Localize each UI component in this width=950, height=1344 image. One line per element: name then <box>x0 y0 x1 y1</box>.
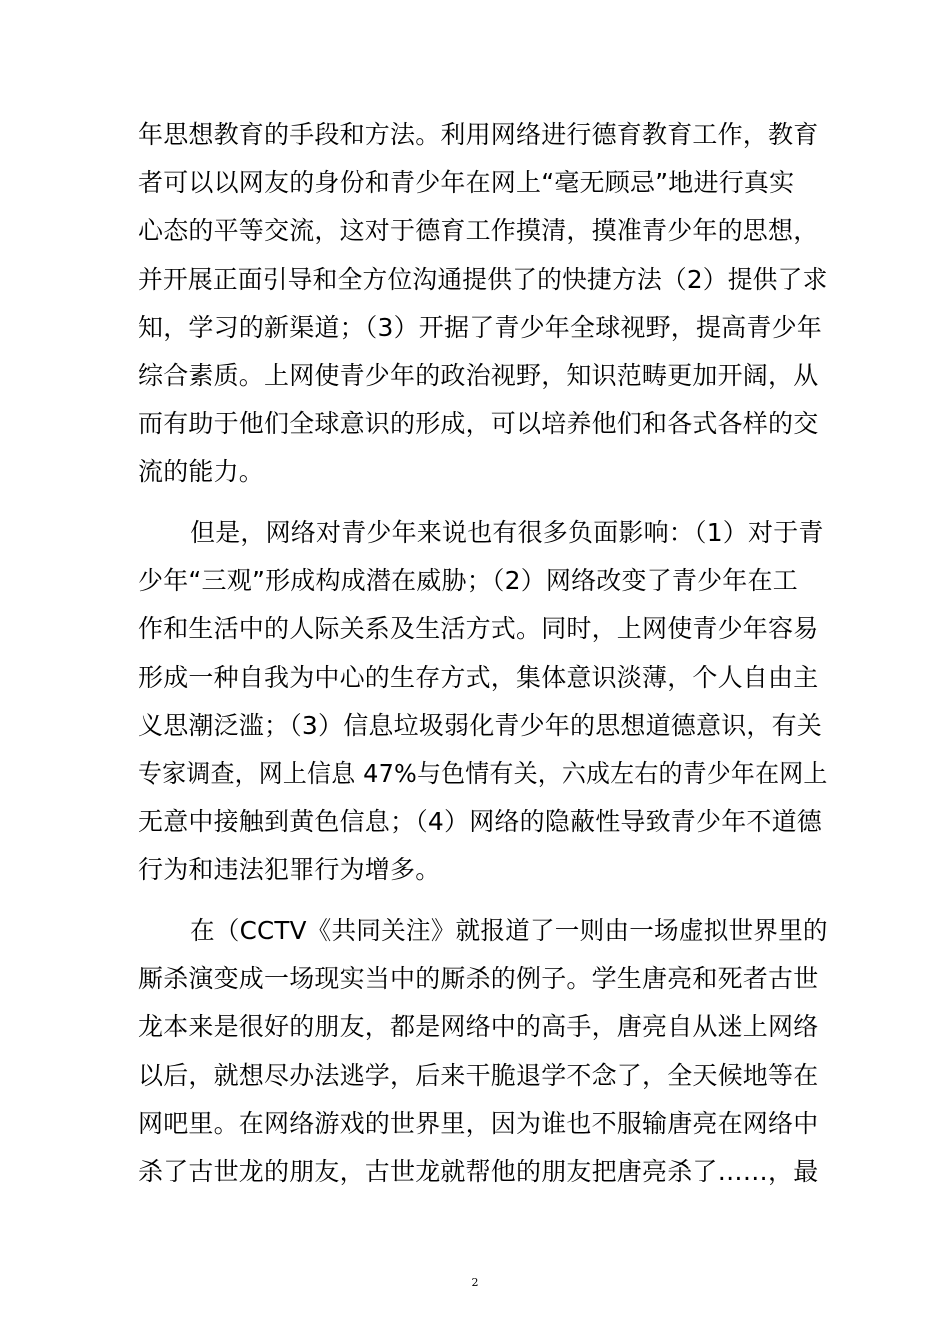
text-line: 无意中接触到黄色信息；（4）网络的隐蔽性导致青少年不道德 <box>138 807 823 836</box>
text-line: 心态的平等交流，这对于德育工作摸清，摸准青少年的思想， <box>138 216 819 245</box>
text-line: 综合素质。上网使青少年的政治视野，知识范畴更加开阔，从 <box>138 361 819 390</box>
text-line: 网吧里。在网络游戏的世界里，因为谁也不服输唐亮在网络中 <box>138 1109 819 1138</box>
text-line: 以后，就想尽办法逃学，后来干脆退学不念了，全天候地等在 <box>138 1061 819 1090</box>
text-line: 作和生活中的人际关系及生活方式。同时，上网使青少年容易 <box>138 614 819 643</box>
page-number: 2 <box>471 1276 479 1289</box>
text-line: 但是，网络对青少年来说也有很多负面影响：（1）对于青 <box>190 518 824 547</box>
text-line: 龙本来是很好的朋友，都是网络中的高手，唐亮自从迷上网络 <box>138 1012 819 1041</box>
text-line: 年思想教育的手段和方法。利用网络进行德育教育工作，教育 <box>138 120 819 149</box>
text-line: 者可以以网友的身份和青少年在网上“毫无顾忌”地进行真实 <box>138 168 795 197</box>
text-line: 知，学习的新渠道；（3）开据了青少年全球视野，提高青少年 <box>138 313 823 342</box>
text-line: 行为和违法犯罪行为增多。 <box>138 855 441 884</box>
text-line: 并开展正面引导和全方位沟通提供了的快捷方法（2）提供了求 <box>138 265 828 294</box>
text-line: 义思潮泛滥；（3）信息垃圾弱化青少年的思想道德意识，有关 <box>138 711 823 740</box>
text-line: 流的能力。 <box>138 457 265 486</box>
text-line: 杀了古世龙的朋友，古世龙就帮他的朋友把唐亮杀了……，最 <box>138 1157 819 1186</box>
text-line: 厮杀演变成一场现实当中的厮杀的例子。学生唐亮和死者古世 <box>138 964 819 993</box>
text-line: 少年“三观”形成构成潜在威胁；（2）网络改变了青少年在工 <box>138 566 798 595</box>
text-line: 形成一种自我为中心的生存方式，集体意识淡薄，个人自由主 <box>138 663 819 692</box>
text-line: 而有助于他们全球意识的形成，可以培养他们和各式各样的交 <box>138 409 819 438</box>
text-line: 专家调查，网上信息 47%与色情有关，六成左右的青少年在网上 <box>138 759 828 788</box>
text-line: 在（CCTV《共同关注》就报道了一则由一场虚拟世界里的 <box>190 916 828 945</box>
